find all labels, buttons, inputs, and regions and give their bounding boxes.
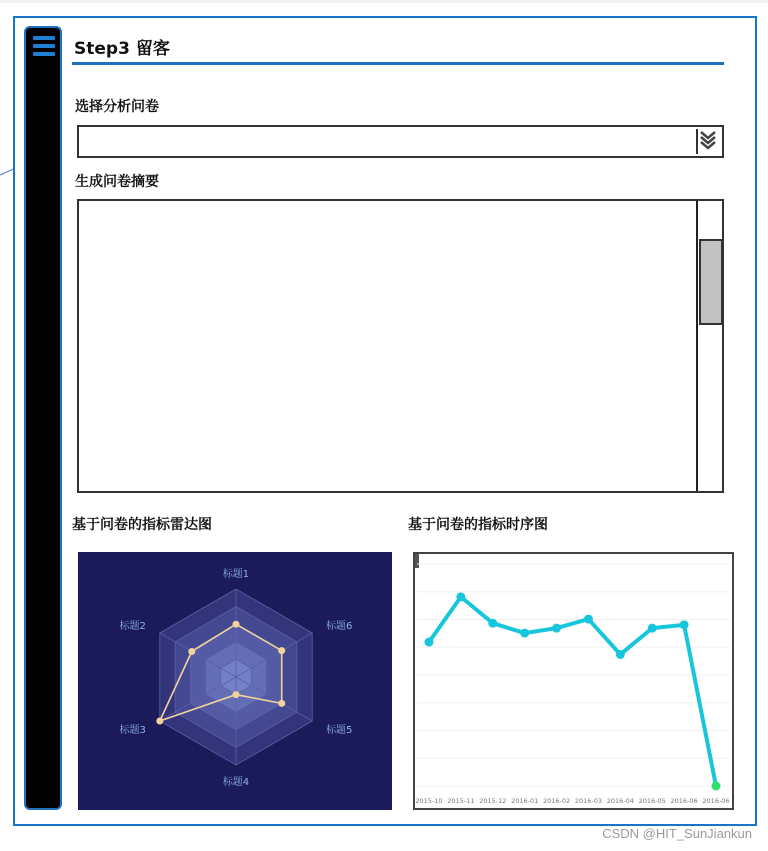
radar-indicator-label: 标题5 bbox=[326, 725, 353, 736]
x-tick-label: 2015-10 bbox=[415, 797, 443, 805]
radar-point[interactable] bbox=[278, 700, 285, 707]
x-tick-label: 2016-02 bbox=[542, 797, 571, 805]
radar-indicator-label: 标题6 bbox=[326, 621, 353, 632]
series-point[interactable] bbox=[680, 620, 689, 629]
radar-indicator-label: 标题3 bbox=[119, 725, 146, 736]
x-tick-label: 2015-11 bbox=[447, 797, 475, 805]
radar-point[interactable] bbox=[278, 647, 285, 654]
summary-textarea[interactable] bbox=[77, 199, 724, 493]
hamburger-menu-icon[interactable] bbox=[33, 36, 55, 58]
scrollbar-thumb[interactable] bbox=[699, 239, 723, 325]
timeseries-title: 基于问卷的指标时序图 bbox=[408, 517, 548, 533]
questionnaire-select[interactable] bbox=[77, 125, 724, 158]
page-title: Step3 留客 bbox=[74, 39, 170, 59]
series-point[interactable] bbox=[488, 619, 497, 628]
select-label: 选择分析问卷 bbox=[75, 99, 159, 115]
top-strip bbox=[0, 0, 768, 3]
radar-point[interactable] bbox=[188, 648, 195, 655]
series-line bbox=[429, 597, 716, 786]
chart-handle[interactable] bbox=[415, 554, 419, 568]
double-chevron-down-icon[interactable] bbox=[696, 129, 720, 154]
series-point[interactable] bbox=[584, 615, 593, 624]
timeseries-chart-panel bbox=[413, 552, 734, 810]
radar-chart bbox=[78, 552, 392, 810]
timeseries-chart bbox=[415, 554, 732, 808]
sidebar bbox=[24, 26, 62, 810]
watermark: CSDN @HIT_SunJiankun bbox=[602, 826, 752, 841]
x-tick-label: 2016-05 bbox=[638, 797, 666, 805]
summary-scrollbar[interactable] bbox=[696, 201, 722, 491]
summary-label: 生成问卷摘要 bbox=[75, 174, 159, 190]
series-point[interactable] bbox=[616, 650, 625, 659]
radar-indicator-label: 标题1 bbox=[222, 569, 250, 580]
series-point[interactable] bbox=[552, 624, 561, 633]
x-tick-label: 2016-04 bbox=[606, 797, 634, 805]
radar-chart-panel bbox=[78, 552, 392, 810]
x-tick-label: 2016-03 bbox=[574, 797, 603, 805]
series-point[interactable] bbox=[648, 624, 657, 633]
x-tick-label: 2016-01 bbox=[511, 797, 539, 805]
radar-point[interactable] bbox=[156, 718, 163, 725]
series-point[interactable] bbox=[425, 638, 434, 647]
x-tick-label: 2015-12 bbox=[479, 797, 507, 805]
radar-point[interactable] bbox=[233, 691, 240, 698]
x-tick-label: 2016-06 bbox=[670, 797, 698, 805]
series-point[interactable] bbox=[456, 592, 465, 601]
series-point[interactable] bbox=[712, 782, 721, 791]
radar-point[interactable] bbox=[233, 621, 240, 628]
x-tick-label: 2016-06 bbox=[702, 797, 730, 805]
radar-title: 基于问卷的指标雷达图 bbox=[72, 517, 212, 533]
radar-indicator-label: 标题2 bbox=[119, 621, 146, 632]
radar-indicator-label: 标题4 bbox=[222, 777, 250, 788]
series-point[interactable] bbox=[520, 629, 529, 638]
title-divider bbox=[72, 62, 724, 65]
